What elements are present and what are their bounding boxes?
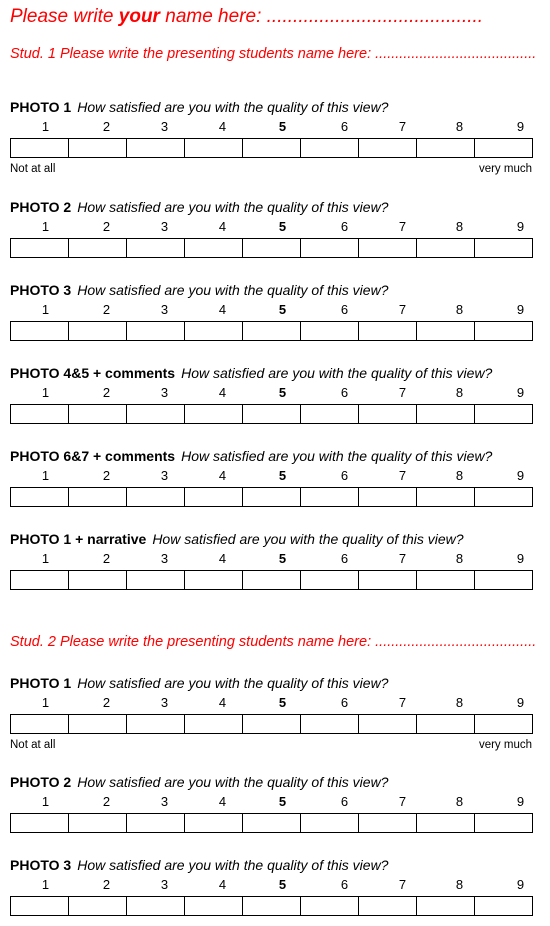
- scale-number: 1: [41, 119, 50, 134]
- rating-box-5[interactable]: [242, 138, 301, 158]
- question-text: How satisfied are you with the quality of this view?: [77, 675, 389, 691]
- scale-numbers: [10, 468, 541, 484]
- scale-max-label: very much: [478, 739, 532, 751]
- rating-box-1[interactable]: [10, 896, 69, 916]
- scale-number: 2: [102, 551, 111, 566]
- rating-box-2[interactable]: [68, 714, 127, 734]
- scale-number: 9: [516, 468, 525, 483]
- scale-number: 9: [516, 302, 525, 317]
- scale-number: 8: [455, 695, 464, 710]
- rating-box-8[interactable]: [416, 138, 475, 158]
- scale-number: 3: [160, 468, 169, 483]
- scale-numbers: [10, 695, 541, 711]
- rating-box-3[interactable]: [126, 138, 185, 158]
- question-line: [10, 98, 388, 116]
- rating-box-4[interactable]: [184, 321, 243, 341]
- rating-boxes: [10, 487, 541, 507]
- question-line: [10, 773, 388, 791]
- student-2-prompt[interactable]: Stud. 2 Please write the presenting students name here: ........................................: [10, 634, 537, 650]
- scale-number: 5: [278, 219, 287, 234]
- rating-box-1[interactable]: [10, 238, 69, 258]
- rating-box-1[interactable]: [10, 714, 69, 734]
- scale-number: 5: [278, 302, 287, 317]
- rating-box-2[interactable]: [68, 813, 127, 833]
- rating-box-6[interactable]: [300, 138, 359, 158]
- scale-number: 1: [41, 468, 50, 483]
- rating-box-2[interactable]: [68, 138, 127, 158]
- scale-number: 6: [340, 794, 349, 809]
- scale-number: 7: [398, 695, 407, 710]
- question-line: [10, 198, 388, 216]
- rating-box-1[interactable]: [10, 404, 69, 424]
- scale-number: 5: [278, 385, 287, 400]
- rating-box-3[interactable]: [126, 404, 185, 424]
- title-emphasis: your: [118, 6, 160, 27]
- photo-label: PHOTO 3: [10, 282, 72, 298]
- rating-box-4[interactable]: [184, 896, 243, 916]
- scale-number: 3: [160, 302, 169, 317]
- rating-box-2[interactable]: [68, 321, 127, 341]
- scale-number: 7: [398, 468, 407, 483]
- scale-number: 6: [340, 385, 349, 400]
- rating-box-1[interactable]: [10, 321, 69, 341]
- scale-number: 5: [278, 119, 287, 134]
- rating-box-2[interactable]: [68, 404, 127, 424]
- scale-number: 9: [516, 877, 525, 892]
- scale-number: 9: [516, 119, 525, 134]
- scale-number: 8: [455, 877, 464, 892]
- rating-box-8[interactable]: [416, 896, 475, 916]
- scale-numbers: [10, 877, 541, 893]
- rating-box-6[interactable]: [300, 321, 359, 341]
- title-name-blank[interactable]: name here: .........................................: [159, 6, 484, 27]
- rating-box-1[interactable]: [10, 487, 69, 507]
- rating-box-8[interactable]: [416, 813, 475, 833]
- rating-box-5[interactable]: [242, 570, 301, 590]
- rating-box-1[interactable]: [10, 813, 69, 833]
- rating-box-5[interactable]: [242, 896, 301, 916]
- page-title: [10, 4, 483, 30]
- rating-box-3[interactable]: [126, 487, 185, 507]
- question-line: [10, 530, 464, 548]
- scale-min-label: Not at all: [10, 739, 56, 751]
- question-text: How satisfied are you with the quality of this view?: [181, 448, 493, 464]
- question-line: [10, 856, 388, 874]
- question-text: How satisfied are you with the quality of this view?: [181, 365, 493, 381]
- rating-box-2[interactable]: [68, 570, 127, 590]
- scale-number: 5: [278, 794, 287, 809]
- scale-number: 1: [41, 551, 50, 566]
- rating-box-5[interactable]: [242, 238, 301, 258]
- photo-label: PHOTO 1: [10, 99, 72, 115]
- question-line: [10, 281, 388, 299]
- rating-box-4[interactable]: [184, 487, 243, 507]
- question-text: How satisfied are you with the quality of this view?: [77, 774, 389, 790]
- question-line: [10, 447, 492, 465]
- rating-box-3[interactable]: [126, 321, 185, 341]
- rating-box-2[interactable]: [68, 896, 127, 916]
- scale-number: 2: [102, 877, 111, 892]
- scale-number: 3: [160, 551, 169, 566]
- rating-box-9[interactable]: [474, 138, 533, 158]
- rating-box-6[interactable]: [300, 487, 359, 507]
- scale-number: 2: [102, 695, 111, 710]
- rating-box-5[interactable]: [242, 404, 301, 424]
- rating-box-7[interactable]: [358, 813, 417, 833]
- rating-box-9[interactable]: [474, 813, 533, 833]
- rating-box-8[interactable]: [416, 238, 475, 258]
- scale-number: 8: [455, 468, 464, 483]
- rating-box-9[interactable]: [474, 487, 533, 507]
- scale-number: 6: [340, 219, 349, 234]
- scale-number: 7: [398, 385, 407, 400]
- scale-number: 1: [41, 302, 50, 317]
- rating-box-5[interactable]: [242, 714, 301, 734]
- rating-box-4[interactable]: [184, 813, 243, 833]
- scale-number: 3: [160, 385, 169, 400]
- scale-number: 4: [218, 219, 227, 234]
- scale-number: 9: [516, 695, 525, 710]
- scale-number: 1: [41, 219, 50, 234]
- rating-box-9[interactable]: [474, 321, 533, 341]
- scale-number: 8: [455, 219, 464, 234]
- scale-min-label: Not at all: [10, 163, 56, 175]
- scale-number: 3: [160, 794, 169, 809]
- rating-boxes: [10, 714, 541, 734]
- scale-number: 7: [398, 219, 407, 234]
- rating-box-6[interactable]: [300, 896, 359, 916]
- rating-box-6[interactable]: [300, 570, 359, 590]
- photo-label: PHOTO 1 + narrative: [10, 531, 147, 547]
- rating-box-6[interactable]: [300, 714, 359, 734]
- scale-number: 8: [455, 119, 464, 134]
- scale-number: 8: [455, 551, 464, 566]
- question-line: [10, 674, 388, 692]
- scale-number: 5: [278, 551, 287, 566]
- scale-number: 2: [102, 119, 111, 134]
- question-text: How satisfied are you with the quality of this view?: [77, 199, 389, 215]
- rating-box-9[interactable]: [474, 570, 533, 590]
- photo-label: PHOTO 3: [10, 857, 72, 873]
- scale-max-label: very much: [478, 163, 532, 175]
- scale-number: 1: [41, 877, 50, 892]
- rating-box-8[interactable]: [416, 714, 475, 734]
- scale-number: 8: [455, 302, 464, 317]
- rating-box-8[interactable]: [416, 487, 475, 507]
- rating-box-7[interactable]: [358, 138, 417, 158]
- scale-number: 1: [41, 385, 50, 400]
- rating-box-5[interactable]: [242, 813, 301, 833]
- scale-number: 3: [160, 219, 169, 234]
- rating-box-8[interactable]: [416, 321, 475, 341]
- rating-box-2[interactable]: [68, 238, 127, 258]
- scale-number: 4: [218, 302, 227, 317]
- rating-box-7[interactable]: [358, 896, 417, 916]
- scale-number: 7: [398, 551, 407, 566]
- scale-numbers: [10, 219, 541, 235]
- rating-box-5[interactable]: [242, 487, 301, 507]
- scale-number: 6: [340, 119, 349, 134]
- scale-number: 4: [218, 551, 227, 566]
- rating-boxes: [10, 404, 541, 424]
- scale-number: 7: [398, 302, 407, 317]
- scale-number: 5: [278, 468, 287, 483]
- scale-number: 5: [278, 695, 287, 710]
- rating-box-3[interactable]: [126, 570, 185, 590]
- photo-label: PHOTO 1: [10, 675, 72, 691]
- scale-numbers: [10, 302, 541, 318]
- rating-box-4[interactable]: [184, 714, 243, 734]
- rating-boxes: [10, 238, 541, 258]
- rating-box-3[interactable]: [126, 238, 185, 258]
- rating-box-2[interactable]: [68, 487, 127, 507]
- photo-label: PHOTO 2: [10, 199, 72, 215]
- scale-number: 4: [218, 695, 227, 710]
- scale-numbers: [10, 794, 541, 810]
- scale-number: 2: [102, 219, 111, 234]
- scale-numbers: [10, 551, 541, 567]
- rating-box-4[interactable]: [184, 404, 243, 424]
- question-line: [10, 364, 492, 382]
- rating-boxes: [10, 321, 541, 341]
- rating-box-4[interactable]: [184, 238, 243, 258]
- scale-number: 3: [160, 695, 169, 710]
- scale-number: 4: [218, 468, 227, 483]
- rating-boxes: [10, 896, 541, 916]
- rating-box-7[interactable]: [358, 404, 417, 424]
- scale-number: 6: [340, 551, 349, 566]
- rating-box-3[interactable]: [126, 813, 185, 833]
- rating-box-7[interactable]: [358, 321, 417, 341]
- scale-number: 2: [102, 468, 111, 483]
- question-text: How satisfied are you with the quality of this view?: [152, 531, 464, 547]
- rating-box-7[interactable]: [358, 238, 417, 258]
- rating-box-7[interactable]: [358, 714, 417, 734]
- rating-box-8[interactable]: [416, 570, 475, 590]
- scale-number: 4: [218, 385, 227, 400]
- scale-number: 2: [102, 302, 111, 317]
- scale-number: 7: [398, 794, 407, 809]
- rating-box-9[interactable]: [474, 404, 533, 424]
- scale-number: 7: [398, 119, 407, 134]
- photo-label: PHOTO 6&7 + comments: [10, 448, 176, 464]
- photo-label: PHOTO 4&5 + comments: [10, 365, 176, 381]
- scale-number: 4: [218, 877, 227, 892]
- rating-box-6[interactable]: [300, 238, 359, 258]
- scale-number: 6: [340, 468, 349, 483]
- rating-box-8[interactable]: [416, 404, 475, 424]
- scale-number: 8: [455, 794, 464, 809]
- scale-number: 1: [41, 695, 50, 710]
- rating-boxes: [10, 813, 541, 833]
- scale-number: 8: [455, 385, 464, 400]
- question-text: How satisfied are you with the quality of this view?: [77, 282, 389, 298]
- scale-number: 2: [102, 794, 111, 809]
- rating-box-3[interactable]: [126, 714, 185, 734]
- scale-number: 5: [278, 877, 287, 892]
- rating-box-4[interactable]: [184, 570, 243, 590]
- rating-boxes: [10, 138, 541, 158]
- scale-number: 9: [516, 219, 525, 234]
- rating-box-6[interactable]: [300, 813, 359, 833]
- scale-number: 4: [218, 794, 227, 809]
- rating-box-9[interactable]: [474, 896, 533, 916]
- rating-box-9[interactable]: [474, 238, 533, 258]
- rating-box-9[interactable]: [474, 714, 533, 734]
- rating-boxes: [10, 570, 541, 590]
- rating-box-6[interactable]: [300, 404, 359, 424]
- title-text: Please write: [10, 6, 119, 27]
- scale-numbers: [10, 119, 541, 135]
- scale-number: 1: [41, 794, 50, 809]
- scale-number: 9: [516, 551, 525, 566]
- scale-number: 6: [340, 302, 349, 317]
- question-text: How satisfied are you with the quality of this view?: [77, 99, 389, 115]
- scale-number: 2: [102, 385, 111, 400]
- scale-number: 6: [340, 877, 349, 892]
- rating-box-4[interactable]: [184, 138, 243, 158]
- photo-label: PHOTO 2: [10, 774, 72, 790]
- scale-number: 3: [160, 877, 169, 892]
- rating-box-5[interactable]: [242, 321, 301, 341]
- scale-number: 3: [160, 119, 169, 134]
- rating-box-7[interactable]: [358, 487, 417, 507]
- rating-box-1[interactable]: [10, 138, 69, 158]
- rating-box-7[interactable]: [358, 570, 417, 590]
- scale-number: 9: [516, 794, 525, 809]
- scale-number: 4: [218, 119, 227, 134]
- scale-number: 9: [516, 385, 525, 400]
- rating-box-1[interactable]: [10, 570, 69, 590]
- scale-number: 6: [340, 695, 349, 710]
- student-1-prompt[interactable]: Stud. 1 Please write the presenting students name here: ........................................: [10, 46, 537, 62]
- scale-numbers: [10, 385, 541, 401]
- rating-box-3[interactable]: [126, 896, 185, 916]
- scale-number: 7: [398, 877, 407, 892]
- question-text: How satisfied are you with the quality of this view?: [77, 857, 389, 873]
